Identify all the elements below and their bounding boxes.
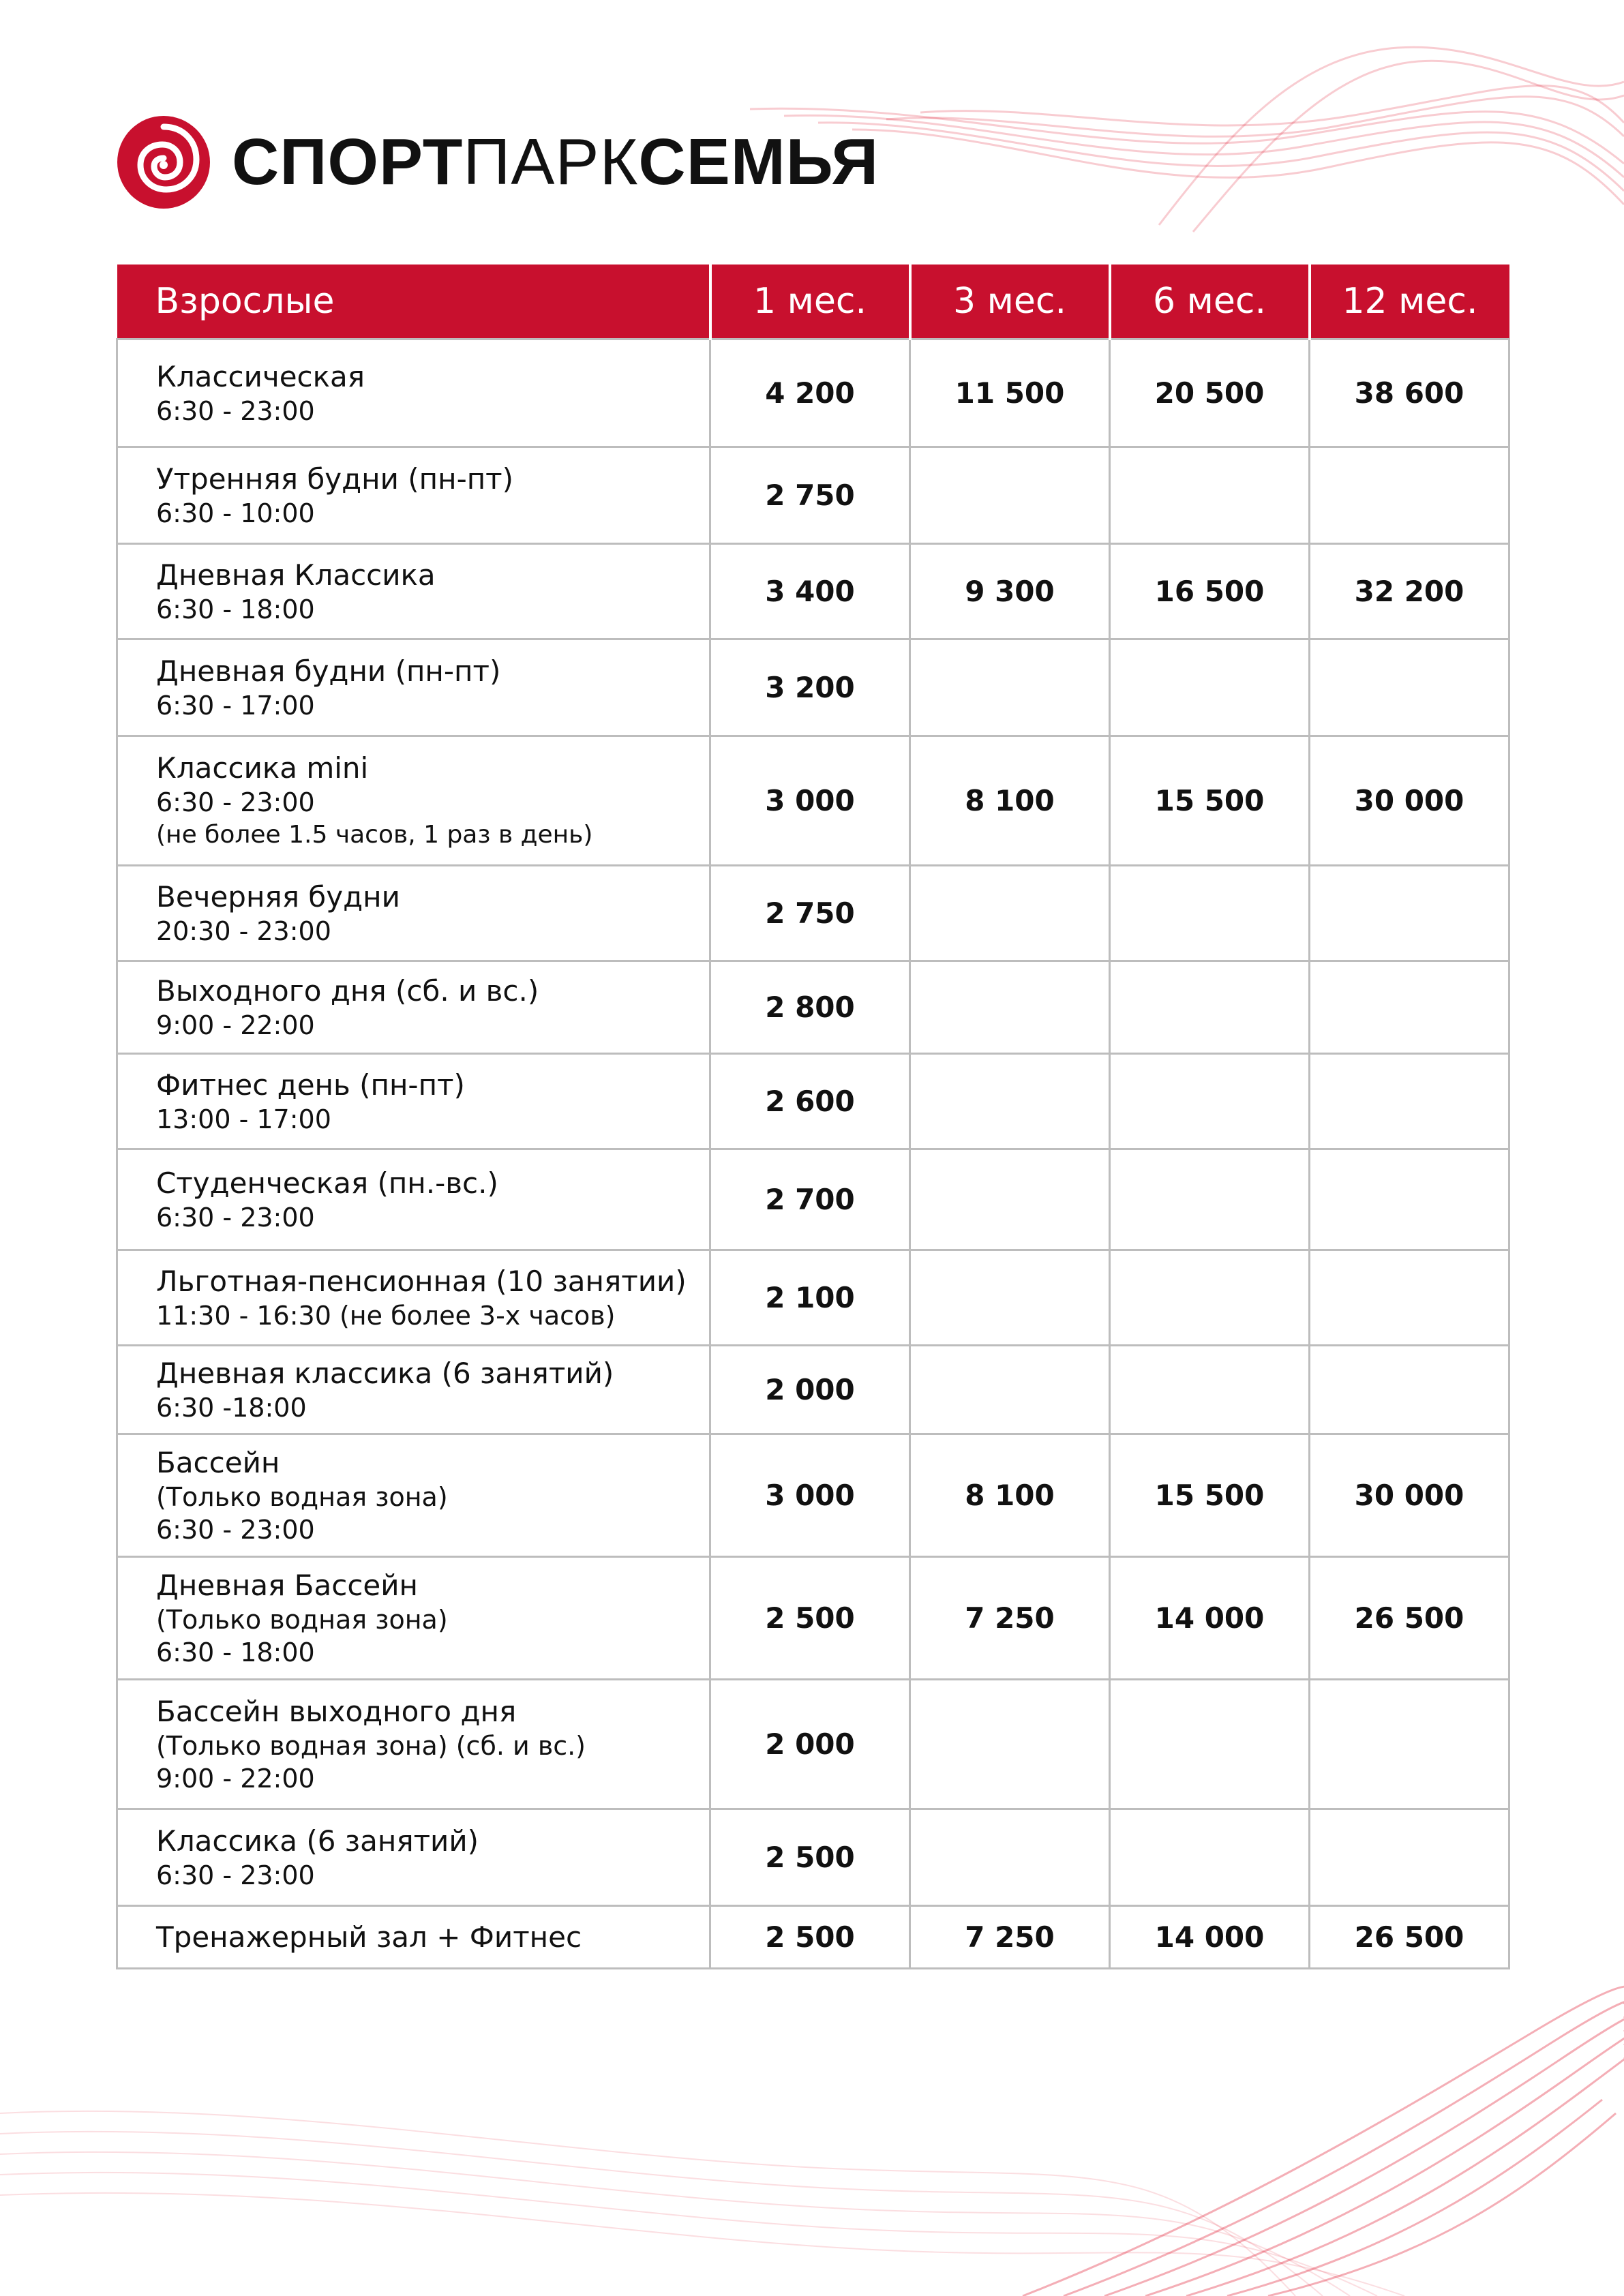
plan-detail: (Только водная зона) bbox=[156, 1604, 448, 1635]
price-6-months bbox=[1110, 1680, 1310, 1809]
plan-title: Фитнес день (пн-пт) bbox=[156, 1068, 465, 1102]
price-12-months bbox=[1310, 1250, 1509, 1346]
price-3-months: 8 100 bbox=[910, 736, 1110, 866]
plan-detail: (Только водная зона) bbox=[156, 1481, 448, 1512]
price-1-month: 2 600 bbox=[710, 1054, 910, 1149]
table-row bbox=[117, 1054, 1509, 1149]
price-6-months: 20 500 bbox=[1110, 339, 1310, 447]
plan-detail: 9:00 - 22:00 bbox=[156, 1763, 315, 1794]
table-row bbox=[117, 1557, 1509, 1680]
price-6-months bbox=[1110, 1149, 1310, 1250]
price-3-months bbox=[910, 866, 1110, 961]
table-row bbox=[117, 1346, 1509, 1434]
table-header-row bbox=[117, 265, 1509, 339]
plan-title: Дневная Классика bbox=[156, 558, 436, 592]
brand-name-part-3: СЕМЬЯ bbox=[638, 125, 879, 198]
price-1-month: 2 100 bbox=[710, 1250, 910, 1346]
price-12-months: 30 000 bbox=[1310, 1434, 1509, 1557]
price-6-months bbox=[1110, 1054, 1310, 1149]
price-12-months bbox=[1310, 1680, 1509, 1809]
price-1-month: 2 750 bbox=[710, 866, 910, 961]
price-6-months bbox=[1110, 1346, 1310, 1434]
plan-title: Дневная классика (6 занятий) bbox=[156, 1356, 614, 1390]
plan-detail: 6:30 - 23:00 bbox=[156, 395, 315, 426]
price-1-month: 3 400 bbox=[710, 544, 910, 639]
plan-detail: 6:30 - 23:00 bbox=[156, 1514, 315, 1545]
plan-title: Дневная Бассейн bbox=[156, 1568, 419, 1602]
plan-title: Бассейн выходного дня bbox=[156, 1694, 517, 1728]
table-row bbox=[117, 961, 1509, 1054]
price-1-month: 3 000 bbox=[710, 736, 910, 866]
price-12-months bbox=[1310, 1346, 1509, 1434]
price-6-months: 16 500 bbox=[1110, 544, 1310, 639]
price-12-months: 26 500 bbox=[1310, 1557, 1509, 1680]
brand-logo bbox=[115, 115, 879, 210]
table-row bbox=[117, 1809, 1509, 1906]
plan-name-cell bbox=[117, 447, 710, 544]
table-row bbox=[117, 1680, 1509, 1809]
price-12-months: 38 600 bbox=[1310, 339, 1509, 447]
plan-name-cell bbox=[117, 1149, 710, 1250]
plan-title: Вечерняя будни bbox=[156, 879, 400, 913]
plan-name-cell bbox=[117, 544, 710, 639]
price-1-month: 2 750 bbox=[710, 447, 910, 544]
price-1-month: 2 000 bbox=[710, 1680, 910, 1809]
price-12-months: 30 000 bbox=[1310, 736, 1509, 866]
plan-detail: 20:30 - 23:00 bbox=[156, 916, 331, 946]
table-row bbox=[117, 1906, 1509, 1969]
table-row bbox=[117, 1434, 1509, 1557]
price-1-month: 3 200 bbox=[710, 639, 910, 736]
price-3-months bbox=[910, 961, 1110, 1054]
plan-name-cell bbox=[117, 1250, 710, 1346]
plan-name-cell bbox=[117, 1054, 710, 1149]
price-12-months bbox=[1310, 447, 1509, 544]
price-3-months bbox=[910, 447, 1110, 544]
price-1-month: 2 500 bbox=[710, 1809, 910, 1906]
plan-name-cell bbox=[117, 866, 710, 961]
plan-detail: 6:30 - 17:00 bbox=[156, 690, 315, 721]
price-table bbox=[116, 265, 1510, 1969]
price-1-month: 2 500 bbox=[710, 1557, 910, 1680]
price-3-months bbox=[910, 1250, 1110, 1346]
price-12-months: 32 200 bbox=[1310, 544, 1509, 639]
plan-detail: 6:30 - 23:00 bbox=[156, 1202, 315, 1233]
plan-title: Выходного дня (сб. и вс.) bbox=[156, 973, 539, 1008]
price-6-months bbox=[1110, 447, 1310, 544]
price-12-months bbox=[1310, 1054, 1509, 1149]
brand-name bbox=[232, 125, 879, 198]
plan-name-cell bbox=[117, 1680, 710, 1809]
price-3-months bbox=[910, 1680, 1110, 1809]
price-12-months: 26 500 bbox=[1310, 1906, 1509, 1969]
price-1-month: 3 000 bbox=[710, 1434, 910, 1557]
table-row bbox=[117, 544, 1509, 639]
plan-detail: 13:00 - 17:00 bbox=[156, 1104, 331, 1134]
price-6-months bbox=[1110, 1809, 1310, 1906]
price-6-months: 14 000 bbox=[1110, 1906, 1310, 1969]
price-1-month: 2 800 bbox=[710, 961, 910, 1054]
price-6-months: 15 500 bbox=[1110, 1434, 1310, 1557]
plan-detail: 6:30 - 23:00 bbox=[156, 787, 315, 817]
price-1-month: 2 700 bbox=[710, 1149, 910, 1250]
plan-title: Тренажерный зал + Фитнес bbox=[156, 1920, 582, 1954]
price-3-months: 9 300 bbox=[910, 544, 1110, 639]
price-6-months: 14 000 bbox=[1110, 1557, 1310, 1680]
plan-name-cell bbox=[117, 1809, 710, 1906]
price-1-month: 2 500 bbox=[710, 1906, 910, 1969]
price-12-months bbox=[1310, 639, 1509, 736]
price-1-month: 4 200 bbox=[710, 339, 910, 447]
plan-note: (не более 1.5 часов, 1 раз в день) bbox=[156, 820, 593, 849]
price-3-months bbox=[910, 1149, 1110, 1250]
plan-detail: 6:30 -18:00 bbox=[156, 1392, 307, 1423]
price-3-months bbox=[910, 639, 1110, 736]
plan-name-cell bbox=[117, 1346, 710, 1434]
header-6-months: 6 мес. bbox=[1110, 265, 1310, 339]
table-row bbox=[117, 639, 1509, 736]
plan-detail: (Только водная зона) (сб. и вс.) bbox=[156, 1730, 586, 1761]
price-6-months bbox=[1110, 961, 1310, 1054]
brand-name-part-1: СПОРТ bbox=[232, 125, 464, 198]
spiral-rose-icon bbox=[115, 113, 213, 211]
plan-name-cell bbox=[117, 1906, 710, 1969]
plan-title: Дневная будни (пн-пт) bbox=[156, 654, 501, 688]
price-12-months bbox=[1310, 1149, 1509, 1250]
price-6-months bbox=[1110, 866, 1310, 961]
header-category: Взрослые bbox=[117, 265, 710, 339]
plan-name-cell bbox=[117, 961, 710, 1054]
header-3-months: 3 мес. bbox=[910, 265, 1110, 339]
price-3-months: 7 250 bbox=[910, 1906, 1110, 1969]
plan-title: Льготная-пенсионная (10 занятии) bbox=[156, 1264, 687, 1298]
price-12-months bbox=[1310, 866, 1509, 961]
plan-detail: 6:30 - 18:00 bbox=[156, 594, 315, 624]
brand-name-part-2: ПАРК bbox=[463, 125, 639, 198]
plan-name-cell bbox=[117, 736, 710, 866]
price-3-months: 8 100 bbox=[910, 1434, 1110, 1557]
plan-detail: 6:30 - 23:00 bbox=[156, 1860, 315, 1890]
table-row bbox=[117, 447, 1509, 544]
table-row bbox=[117, 736, 1509, 866]
price-3-months: 11 500 bbox=[910, 339, 1110, 447]
price-6-months: 15 500 bbox=[1110, 736, 1310, 866]
table-row bbox=[117, 866, 1509, 961]
plan-name-cell bbox=[117, 639, 710, 736]
header-12-months: 12 мес. bbox=[1310, 265, 1509, 339]
plan-title: Классическая bbox=[156, 359, 365, 393]
plan-title: Бассейн bbox=[156, 1445, 280, 1479]
plan-title: Классика (6 занятий) bbox=[156, 1824, 479, 1858]
plan-title: Студенческая (пн.-вс.) bbox=[156, 1166, 498, 1200]
plan-name-cell bbox=[117, 1434, 710, 1557]
price-12-months bbox=[1310, 1809, 1509, 1906]
price-3-months bbox=[910, 1809, 1110, 1906]
price-3-months bbox=[910, 1346, 1110, 1434]
table-row bbox=[117, 1149, 1509, 1250]
price-6-months bbox=[1110, 639, 1310, 736]
header-1-month: 1 мес. bbox=[710, 265, 910, 339]
price-3-months bbox=[910, 1054, 1110, 1149]
plan-title: Классика mini bbox=[156, 751, 369, 785]
price-1-month: 2 000 bbox=[710, 1346, 910, 1434]
table-row bbox=[117, 1250, 1509, 1346]
plan-name-cell bbox=[117, 1557, 710, 1680]
plan-detail: 6:30 - 18:00 bbox=[156, 1637, 315, 1667]
plan-detail: 9:00 - 22:00 bbox=[156, 1010, 315, 1040]
plan-name-cell bbox=[117, 339, 710, 447]
price-12-months bbox=[1310, 961, 1509, 1054]
plan-title: Утренняя будни (пн-пт) bbox=[156, 462, 514, 496]
plan-detail: 11:30 - 16:30 (не более 3-х часов) bbox=[156, 1300, 616, 1331]
price-3-months: 7 250 bbox=[910, 1557, 1110, 1680]
price-6-months bbox=[1110, 1250, 1310, 1346]
table-row bbox=[117, 339, 1509, 447]
plan-detail: 6:30 - 10:00 bbox=[156, 498, 315, 528]
